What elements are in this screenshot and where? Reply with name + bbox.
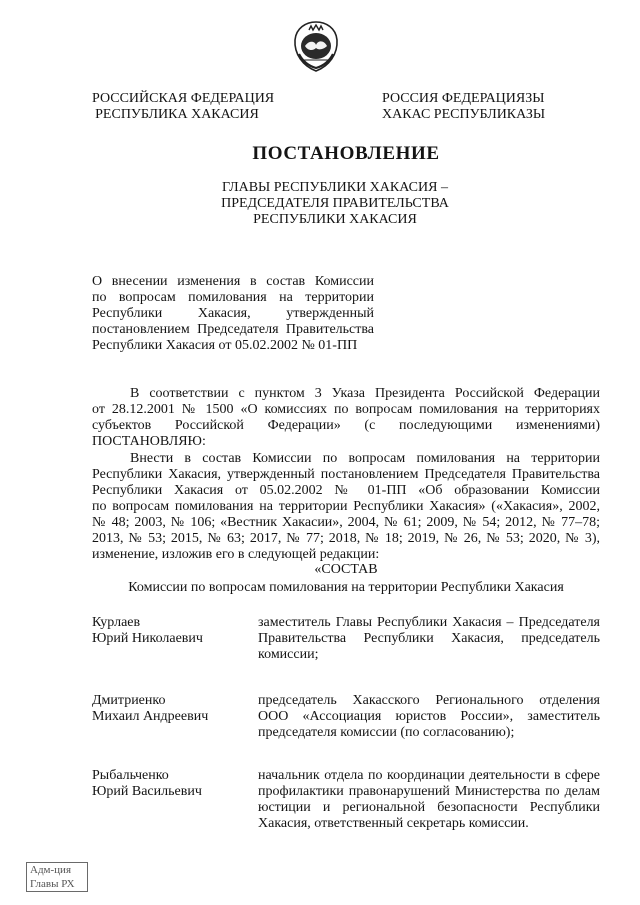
- stamp-line-2: Главы РХ: [30, 878, 75, 890]
- member-1-surname: Курлаев: [92, 615, 141, 630]
- subtitle-line-3: РЕСПУБЛИКИ ХАКАСИЯ: [253, 212, 417, 227]
- member-1-name: [92, 615, 252, 647]
- preamble-line-1: В соответствии с пунктом 3 Указа Президента Российской Федерации: [130, 386, 600, 401]
- subject-line-5: Республики Хакасия от 05.02.2002 № 01-ПП: [92, 338, 358, 353]
- member-3-surname: Рыбальченко: [92, 768, 169, 783]
- clause-line-1: Внести в состав Комиссии по вопросам помилования на территории: [130, 451, 600, 466]
- member-2-role-line-1: председатель Хакасского Регионального отделения: [258, 693, 600, 708]
- document-subject: [92, 274, 374, 354]
- member-2-role-line-3: председателя комиссии (по согласованию);: [258, 725, 515, 740]
- member-3-role-line-3: юстиции и региональной безопасности Республики: [258, 800, 600, 815]
- header-right-block: [382, 91, 546, 123]
- document-title: ПОСТАНОВЛЕНИЕ: [252, 143, 440, 164]
- member-1-given-name: Юрий Николаевич: [92, 631, 203, 646]
- header-left-line-1: РОССИЙСКАЯ ФЕДЕРАЦИЯ: [92, 91, 275, 106]
- member-1-role-line-2: Правительства Республики Хакасия, председатель: [258, 631, 600, 646]
- member-1-role-line-1: заместитель Главы Республики Хакасия – Председателя: [258, 615, 600, 630]
- clause-line-3: Республики Хакасия от 05.02.2002 № 01-ПП «Об образовании Комиссии: [92, 483, 600, 498]
- member-3-role-line-4: Хакасия, ответственный секретарь комиссии.: [258, 816, 529, 831]
- composition-heading-block: [92, 562, 600, 596]
- member-2-surname: Дмитриенко: [92, 693, 166, 708]
- composition-subheading: Комиссии по вопросам помилования на территории Республики Хакасия: [128, 580, 564, 595]
- member-3-given-name: Юрий Васильевич: [92, 784, 202, 799]
- header-right-line-1: РОССИЯ ФЕДЕРАЦИЯЗЫ: [382, 91, 545, 106]
- header-right-line-2: ХАКАС РЕСПУБЛИКАЗЫ: [382, 107, 546, 122]
- subtitle-line-1: ГЛАВЫ РЕСПУБЛИКИ ХАКАСИЯ –: [222, 180, 448, 195]
- member-2-role-line-2: ООО «Ассоциация юристов России», заместитель: [258, 709, 600, 724]
- subject-line-3: Республики Хакасия, утвержденный: [92, 306, 374, 321]
- clause-line-6: 2013, № 53; 2015, № 63; 2017, № 77; 2018, № 18; 2019, № 26, № 53; 2020, № 3),: [92, 531, 600, 546]
- header-left-line-2: РЕСПУБЛИКА ХАКАСИЯ: [95, 107, 259, 122]
- clause-paragraph: [92, 451, 600, 563]
- header-left-block: [92, 91, 275, 123]
- preamble-line-2: от 28.12.2001 № 1500 «О комиссиях по вопросам помилования на территориях: [92, 402, 600, 417]
- document-subtitle: [150, 180, 520, 228]
- member-2-role: [258, 693, 600, 741]
- subject-line-4: постановлением Председателя Правительства: [92, 322, 374, 337]
- clause-line-7: изменение, изложив его в следующей редакции:: [92, 547, 380, 562]
- preamble-paragraph: [92, 386, 600, 450]
- preamble-line-4: ПОСТАНОВЛЯЮ:: [92, 434, 206, 449]
- composition-heading: «СОСТАВ: [314, 562, 378, 577]
- subject-line-1: О внесении изменения в состав Комиссии: [92, 274, 374, 289]
- member-3-role: [258, 768, 600, 832]
- member-3-name: [92, 768, 252, 800]
- subtitle-line-2: ПРЕДСЕДАТЕЛЯ ПРАВИТЕЛЬСТВА: [221, 196, 449, 211]
- clause-line-5: № 48; 2003, № 106; «Вестник Хакасии», 2004, № 61; 2009, № 54; 2012, № 77–78;: [92, 515, 600, 530]
- preamble-line-3: субъектов Российской Федерации» (с последующими изменениями): [92, 418, 600, 433]
- clause-line-4: по вопросам помилования на территории Республики Хакасия» («Хакасия», 2002,: [92, 499, 600, 514]
- member-1-role-line-3: комиссии;: [258, 647, 319, 662]
- stamp-line-1: Адм-ция: [30, 864, 71, 876]
- republic-khakassia-emblem-icon: [291, 20, 341, 74]
- member-3-role-line-2: профилактики правонарушений Министерства по делам: [258, 784, 600, 799]
- member-2-name: [92, 693, 252, 725]
- member-3-role-line-1: начальник отдела по координации деятельности в сфере: [258, 768, 600, 783]
- member-1-role: [258, 615, 600, 663]
- registration-stamp: [26, 862, 88, 892]
- clause-line-2: Республики Хакасия, утвержденный постановлением Председателя Правительства: [92, 467, 600, 482]
- subject-line-2: по вопросам помилования на территории: [92, 290, 374, 305]
- member-2-given-name: Михаил Андреевич: [92, 709, 209, 724]
